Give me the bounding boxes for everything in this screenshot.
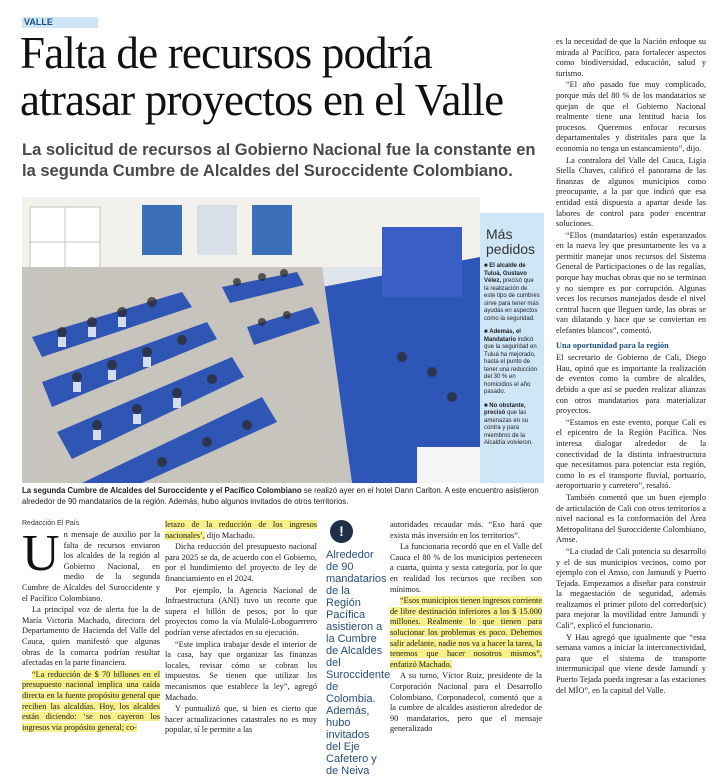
headline: Falta de recursos podría atrasar proyectos en el Valle	[20, 28, 504, 125]
article-paragraph: La funcionaria recordó que en el Valle del Cauca el 80 % de los municipios pertenecen a cuarta, quinta y sexta categoría, por lo que en realidad los recursos que reciben son mínimos.	[390, 542, 542, 594]
exclamation-icon: !	[330, 520, 353, 543]
article-paragraph	[22, 525, 160, 604]
article-paragraph: También comentó que un buen ejemplo de articulación de Cali con otros territorios a nivel nacional es la conformación del Área Metropolitana del Suroccidente Colombiano, Amse.	[556, 492, 706, 545]
article-paragraph: A su turno, Víctor Ruiz, presidente de la Corporación Nacional para el Desarrollo Colombiano, Corponadecol, comentó que a la cumbre de alcaldes asistieron alrededor de 90 mandatarios, pero que el mensaje generalizado	[390, 671, 542, 734]
article-paragraph: “Este implica trabajar desde el interior de la casa, hay que organizar las finanzas locales, revisar cómo se cobran los impuestos. Se tienen que utilizar los mecanismos que establece la ley”, agregó Machado.	[165, 639, 317, 702]
subheadline: La solicitud de recursos al Gobierno Nacional fue la constante en la segunda Cumbre de Alcaldes del Suroccidente Colombiano.	[22, 141, 536, 180]
article-paragraph: La principal voz de alerta fue la de María Victoria Machado, directora del Departamento de Hacienda del Valle del Cauca, quien manifestó que algunas obras de la comarca podrían resultar afectadas en la parte financiera.	[22, 605, 160, 668]
highlighted-quote: “La reducción de $ 70 billones en el presupuesto nacional implica una caída directa en la fuente propósito general que reciben las alcaldías. Hoy, los alcaldes están diciendo: ‘se nos cayeron los ingresos via propósito general; co-	[22, 669, 160, 732]
article-paragraph	[390, 596, 542, 670]
article-paragraph	[165, 520, 317, 541]
article-paragraph: autoridades recaudar más. “Eso hará que exista más inversión en los territorios”.	[390, 520, 542, 540]
article-paragraph: es la necesidad de que la Nación enfoque su mirada al Pacífico, para fortalecer aspectos como biodiversidad, educación, salud y turismo.	[556, 37, 706, 78]
paragraph-text: n mensaje de auxilio por la falta de recursos enviaron los alcaldes de la región al Gobierno Nacional, en medio de la segunda Cumbre de Alcaldes del Suroccidente y el Pacífico Colombiano.	[22, 530, 160, 603]
sidebar-item: ■ Además, el Mandatario indicó que la seguridad en Tuluá ha mejorado, hasta el punto de tener una reducción del 30 % en homicidios el año pasado.	[484, 329, 538, 395]
sidebar-item-text: indicó que la seguridad en Tuluá ha mejorado, hasta el punto de tener una reducción del 30 % en homicidios el año pasado.	[484, 336, 538, 395]
pull-quote	[326, 520, 391, 777]
article-paragraph: “Estamos en este evento, porque Cali es el epicentro de la Región Pacífica. Nos interesa dialogar alrededor de la conectividad de la distinta infraestructura que necesitamos para potenciar esta región, como lo es el transporte fluvial, portuario, aeroportuario y carretero”, resaltó.	[556, 417, 706, 491]
article-paragraph: Dicha reducción del presupuesto nacional para 2025 se da, de acuerdo con el Gobierno, por el hundimiento del proyecto de ley de financiamiento en el 2024.	[165, 542, 317, 583]
article-column-4	[390, 520, 542, 736]
article-paragraph: “Ellos (mandatarios) están esperanzados en la nueva ley que presuntamente les va a permitir manejar unos recursos del Sistema General de Participaciones o de las regalías, porque hay muchas obras que no se terminan y no siempre es por corrupción. Algunas veces los recursos manejados desde el nivel central hacen que lleguen tarde, las obras se van dilatando y hace que se conviertan en elefantes blancos”, comentó.	[556, 230, 706, 336]
article-paragraph: “El año pasado fue muy complicado, porque más del 80 % de los mandatarios se quejan de que el Gobierno Nacional realmente tiene una lentitud hacia los procesos. Queremos enfocar recursos departamentales y distritales para que la economía no tenga un estancamiento”, dijo.	[556, 80, 706, 153]
article-paragraph: Por ejemplo, la Agencia Nacional de Infraestructura (ANI) tuvo un recorte que supera el billón de pesos, por lo que proyectos como la vía Mulaló-Loboguerrero podrían verse afectados en su ejecución.	[165, 585, 317, 637]
sidebar-item: ■ No obstante, precisó que las amenazas en su contra y para miembros de la Alcaldía volvieron.	[484, 402, 533, 446]
photo-caption	[22, 485, 542, 507]
section-subheading: Una oportunidad para la región	[556, 340, 669, 350]
paragraph-text: dijo Machado.	[204, 530, 255, 540]
sidebar-title: Más pedidos	[486, 226, 536, 257]
article-paragraph: La contralora del Valle del Cauca, Ligia Stella Chaves, calificó el panorama de las finanzas de algunos municipios como preocupante, a la par que indicó que esa entidad está dispuesta a apartar desde las labores de control para poder encentrar soluciones.	[556, 155, 706, 229]
sidebar-item: ■ El alcalde de Tuluá, Gustavo Vélez, precisó que la realización de este tipo de cumbres sirve para tener más ayudas en aspectos como la seguridad.	[484, 263, 540, 322]
sidebar-item-text: precisó que la realización de este tipo de cumbres sirve para tener más ayudas en aspectos como la seguridad.	[484, 278, 540, 322]
more-requests-sidebar	[480, 213, 544, 483]
sidebar-item-lead: Además, el Mandatario	[484, 329, 521, 343]
highlighted-quote: “Esos municipios tienen ingresos corriente de libre destinación inferiores a los $ 15.000 millones. Realmente lo que tienen para solucionar los problemas es poco. Debemos salir adelante, nadie nos va a hacer la tarea, la tenemos que hacer nosotros mismos”, enfatizó Machado.	[390, 596, 542, 669]
pull-quote-text: Alrededor de 90 mandatarios de la Región Pacífica asistieron a la Cumbre de Alcaldes del Suroccidente de Colombia. Además, hubo invitados del Eje Cafetero y de Neiva	[326, 549, 391, 777]
drop-cap: U	[22, 525, 60, 582]
sidebar-item-lead: El alcalde de Tuluá, Gustavo Vélez,	[484, 263, 527, 284]
conference-hall-illustration	[22, 197, 480, 483]
caption-lead: La segunda Cumbre de Alcaldes del Suroccidente y el Pacífico Colombiano	[22, 486, 302, 495]
sidebar-item-lead: No obstante, precisó	[484, 402, 526, 416]
highlighted-quote: letazo de la reducción de los ingresos nacionales’,	[165, 520, 317, 540]
section-tag: VALLE	[22, 17, 98, 28]
article-column-5	[556, 37, 706, 697]
article-paragraph: Y puntualizó que, si bien es cierto que hacer actualizaciones catastrales no es muy popular, sí le permite a las	[165, 704, 317, 735]
article-paragraph: El secretario de Gobierno de Cali, Diego Hau, opinó que es importante la realización de eventos como la cumbre de alcaldes, debido a que así se pueden realizar alianzas con otros mandatarios para materializar proyectos.	[556, 353, 706, 416]
article-column-1	[22, 525, 160, 734]
article-paragraph	[22, 670, 160, 734]
article-paragraph: Y Hau agregó que igualmente que “esta semana vamos a iniciar la interconectividad, para que el sistema de transporte intermunicipal que viene desde Jamundí y Puerto Tejada pueda ingresar a las estaciones del MÍO”, en la capital del Valle.	[556, 632, 706, 695]
article-paragraph: “La ciudad de Cali potencia su desarrollo y el de sus municipios vecinos, como por ejemplo con el Amso, con Jamundí y Puerto Tejada. Empezamos a diseñar para construir la megaestación de seguridad, además realizamos el primer piloto del corredor(sic) para mejorar la movilidad entre Jamundí y Cali”, explicó el funcionario.	[556, 546, 706, 631]
byline: Redacción El País	[22, 520, 80, 527]
caption-text: se realizó ayer en el hotel Dann Carlton. A este encuentro asistieron alrededor de 90 mandatarios de la región. Además, hubo algunos invitados de otros territorios.	[22, 486, 539, 506]
sidebar-item-text: que las amenazas en su contra y para miembros de la Alcaldía volvieron.	[484, 410, 533, 446]
article-column-2	[165, 520, 317, 737]
summit-photo	[22, 197, 480, 483]
